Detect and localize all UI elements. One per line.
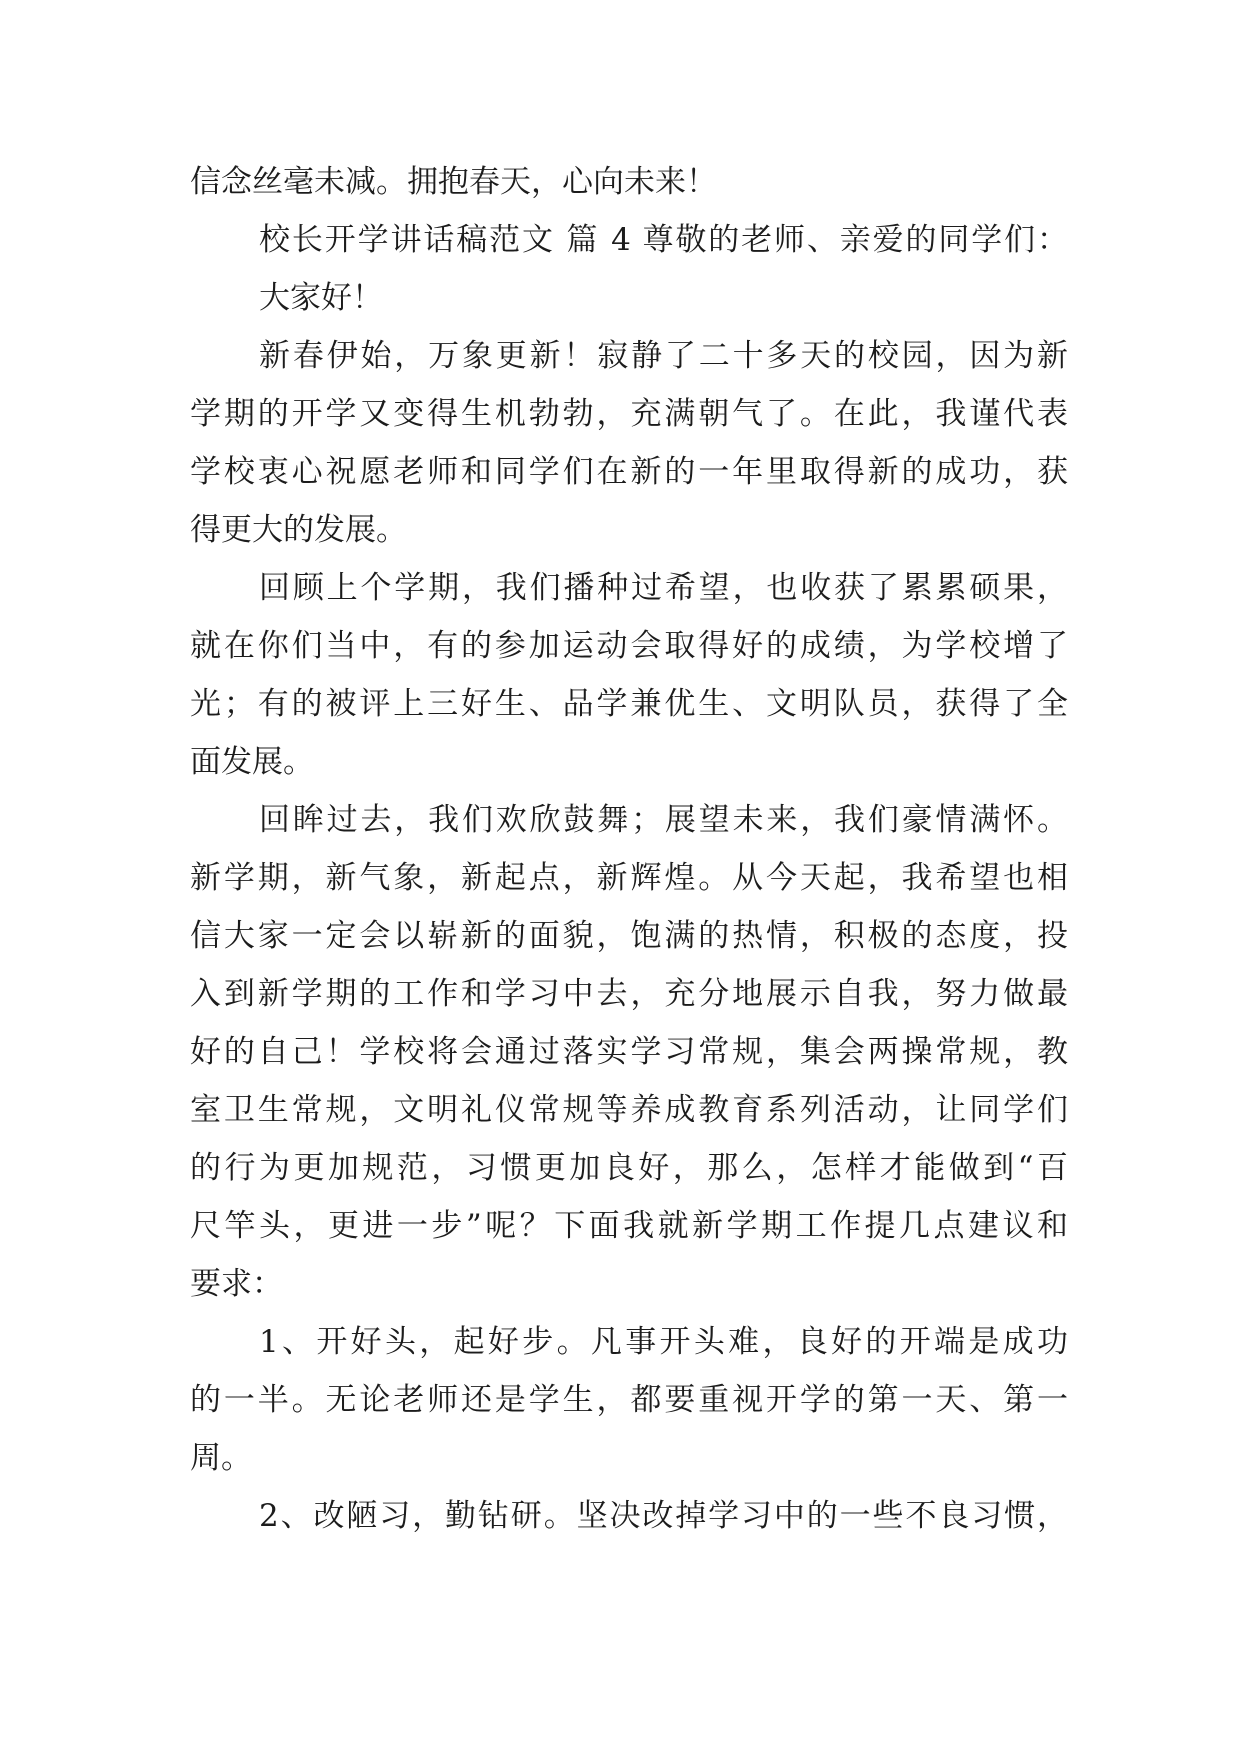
- list-item-line: 2、改陋习，勤钻研。坚决改掉学习中的一些不良习惯，: [259, 1498, 1068, 1534]
- text-line: 面发展。: [190, 744, 314, 780]
- text-line: 周。: [190, 1440, 252, 1476]
- text-line: 入到新学期的工作和学习中去，充分地展示自我，努力做最: [190, 976, 1068, 1012]
- document-body: [190, 153, 1068, 1545]
- text-line: 信大家一定会以崭新的面貌，饱满的热情，积极的态度，投: [190, 918, 1068, 954]
- greeting-line: 大家好！: [259, 280, 383, 316]
- text-line: 光；有的被评上三好生、品学兼优生、文明队员，获得了全: [190, 686, 1068, 722]
- text-line: 回顾上个学期，我们播种过希望，也收获了累累硕果，: [259, 570, 1068, 606]
- text-line: 就在你们当中，有的参加运动会取得好的成绩，为学校增了: [190, 628, 1068, 664]
- text-line: 要求：: [190, 1266, 283, 1302]
- text-line: 的一半。无论老师还是学生，都要重视开学的第一天、第一: [190, 1382, 1068, 1418]
- text-line: 学期的开学又变得生机勃勃，充满朝气了。在此，我谨代表: [190, 396, 1068, 432]
- text-line: 得更大的发展。: [190, 512, 407, 548]
- section-heading-line: 校长开学讲话稿范文 篇 4 尊敬的老师、亲爱的同学们：: [259, 222, 1068, 258]
- text-line: 新学期，新气象，新起点，新辉煌。从今天起，我希望也相: [190, 860, 1068, 896]
- text-line: 的行为更加规范，习惯更加良好，那么，怎样才能做到“百: [190, 1150, 1068, 1186]
- text-line: 学校衷心祝愿老师和同学们在新的一年里取得新的成功，获: [190, 454, 1068, 490]
- text-line: 新春伊始，万象更新！寂静了二十多天的校园，因为新: [259, 338, 1068, 374]
- text-line: 好的自己！学校将会通过落实学习常规，集会两操常规，教: [190, 1034, 1068, 1070]
- list-item-line: 1、开好头，起好步。凡事开头难，良好的开端是成功: [259, 1324, 1068, 1360]
- text-line: 信念丝毫未减。拥抱春天，心向未来！: [190, 164, 717, 200]
- text-line: 尺竿头，更进一步”呢？下面我就新学期工作提几点建议和: [190, 1208, 1068, 1244]
- text-line: 室卫生常规，文明礼仪常规等养成教育系列活动，让同学们: [190, 1092, 1068, 1128]
- text-line: 回眸过去，我们欢欣鼓舞；展望未来，我们豪情满怀。: [259, 802, 1068, 838]
